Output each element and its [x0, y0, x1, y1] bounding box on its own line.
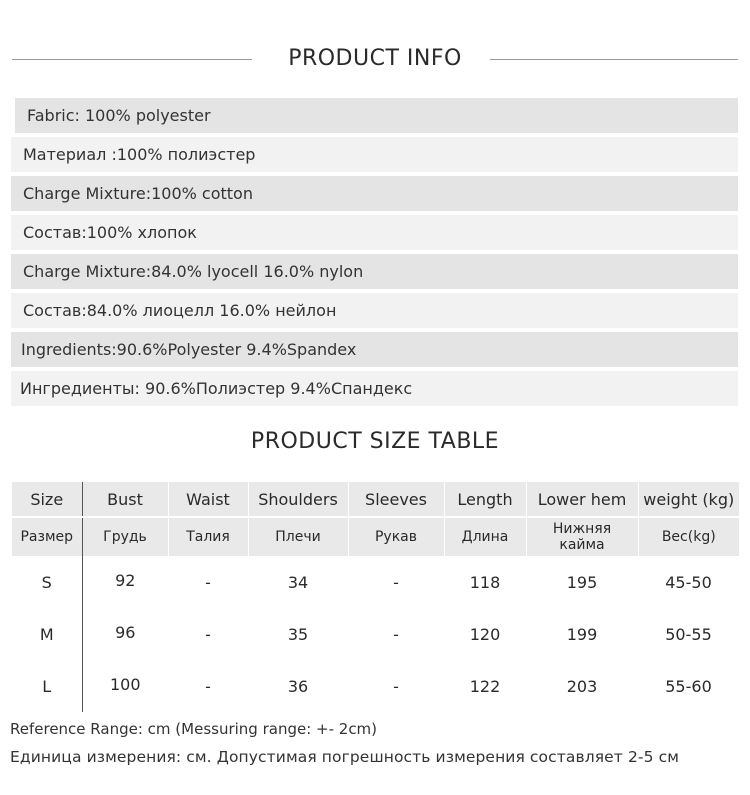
shoulders-cell: 35: [248, 608, 348, 660]
header-shoulders-ru: Плечи: [248, 517, 348, 556]
length-cell: 122: [444, 660, 526, 712]
info-row-ingredients-ru: Ингредиенты: 90.6%Полиэстер 9.4%Спандекс: [11, 371, 738, 406]
lower-hem-cell: 203: [526, 660, 638, 712]
info-row-fabric-ru: Материал :100% полиэстер: [11, 137, 738, 172]
table-row: [12, 608, 739, 660]
size-table-header-en: [12, 482, 739, 517]
lower-hem-cell: 199: [526, 608, 638, 660]
table-row: [12, 556, 739, 608]
heading-divider-right: [490, 59, 738, 60]
bust-cell: 100: [82, 660, 168, 712]
header-size: Size: [12, 482, 82, 517]
header-lower-hem-ru: Нижняя кайма: [526, 517, 638, 556]
header-sleeves: Sleeves: [348, 482, 444, 517]
header-bust-ru: Грудь: [82, 517, 168, 556]
header-bust: Bust: [82, 482, 168, 517]
header-shoulders: Shoulders: [248, 482, 348, 517]
header-length: Length: [444, 482, 526, 517]
sleeves-cell: -: [348, 556, 444, 608]
length-cell: 120: [444, 608, 526, 660]
product-info-heading: PRODUCT INFO: [288, 46, 462, 71]
header-lower-hem: Lower hem: [526, 482, 638, 517]
bust-cell: 92: [82, 556, 168, 608]
info-row-ingredients-en: Ingredients:90.6%Polyester 9.4%Spandex: [11, 332, 738, 367]
bust-cell: 96: [82, 608, 168, 660]
footnote-ru: Единица измерения: см. Допустимая погрешность измерения составляет 2-5 см: [10, 748, 680, 766]
info-row-mixture2-ru: Состав:84.0% лиоцелл 16.0% нейлон: [11, 293, 738, 328]
size-table-heading: PRODUCT SIZE TABLE: [250, 429, 500, 454]
waist-cell: -: [168, 660, 248, 712]
info-row-fabric-en: Fabric: 100% polyester: [15, 98, 738, 133]
info-row-mixture-en: Charge Mixture:100% cotton: [11, 176, 738, 211]
waist-cell: -: [168, 556, 248, 608]
header-waist-ru: Талия: [168, 517, 248, 556]
info-row-mixture-ru: Состав:100% хлопок: [11, 215, 738, 250]
weight-cell: 50-55: [638, 608, 739, 660]
size-cell: L: [12, 660, 82, 712]
waist-cell: -: [168, 608, 248, 660]
lower-hem-cell: 195: [526, 556, 638, 608]
shoulders-cell: 36: [248, 660, 348, 712]
weight-cell: 45-50: [638, 556, 739, 608]
header-waist: Waist: [168, 482, 248, 517]
footnote-en: Reference Range: cm (Messuring range: +- 2cm): [10, 720, 378, 738]
table-row: [12, 660, 739, 712]
size-table: [12, 482, 739, 712]
header-weight-ru: Вес(kg): [638, 517, 739, 556]
header-length-ru: Длина: [444, 517, 526, 556]
size-cell: S: [12, 556, 82, 608]
size-table-header-ru: [12, 517, 739, 556]
size-cell: M: [12, 608, 82, 660]
shoulders-cell: 34: [248, 556, 348, 608]
info-row-mixture2-en: Charge Mixture:84.0% lyocell 16.0% nylon: [11, 254, 738, 289]
length-cell: 118: [444, 556, 526, 608]
header-weight: weight (kg): [638, 482, 739, 517]
header-sleeves-ru: Рукав: [348, 517, 444, 556]
sleeves-cell: -: [348, 660, 444, 712]
weight-cell: 55-60: [638, 660, 739, 712]
header-size-ru: Размер: [12, 517, 82, 556]
sleeves-cell: -: [348, 608, 444, 660]
